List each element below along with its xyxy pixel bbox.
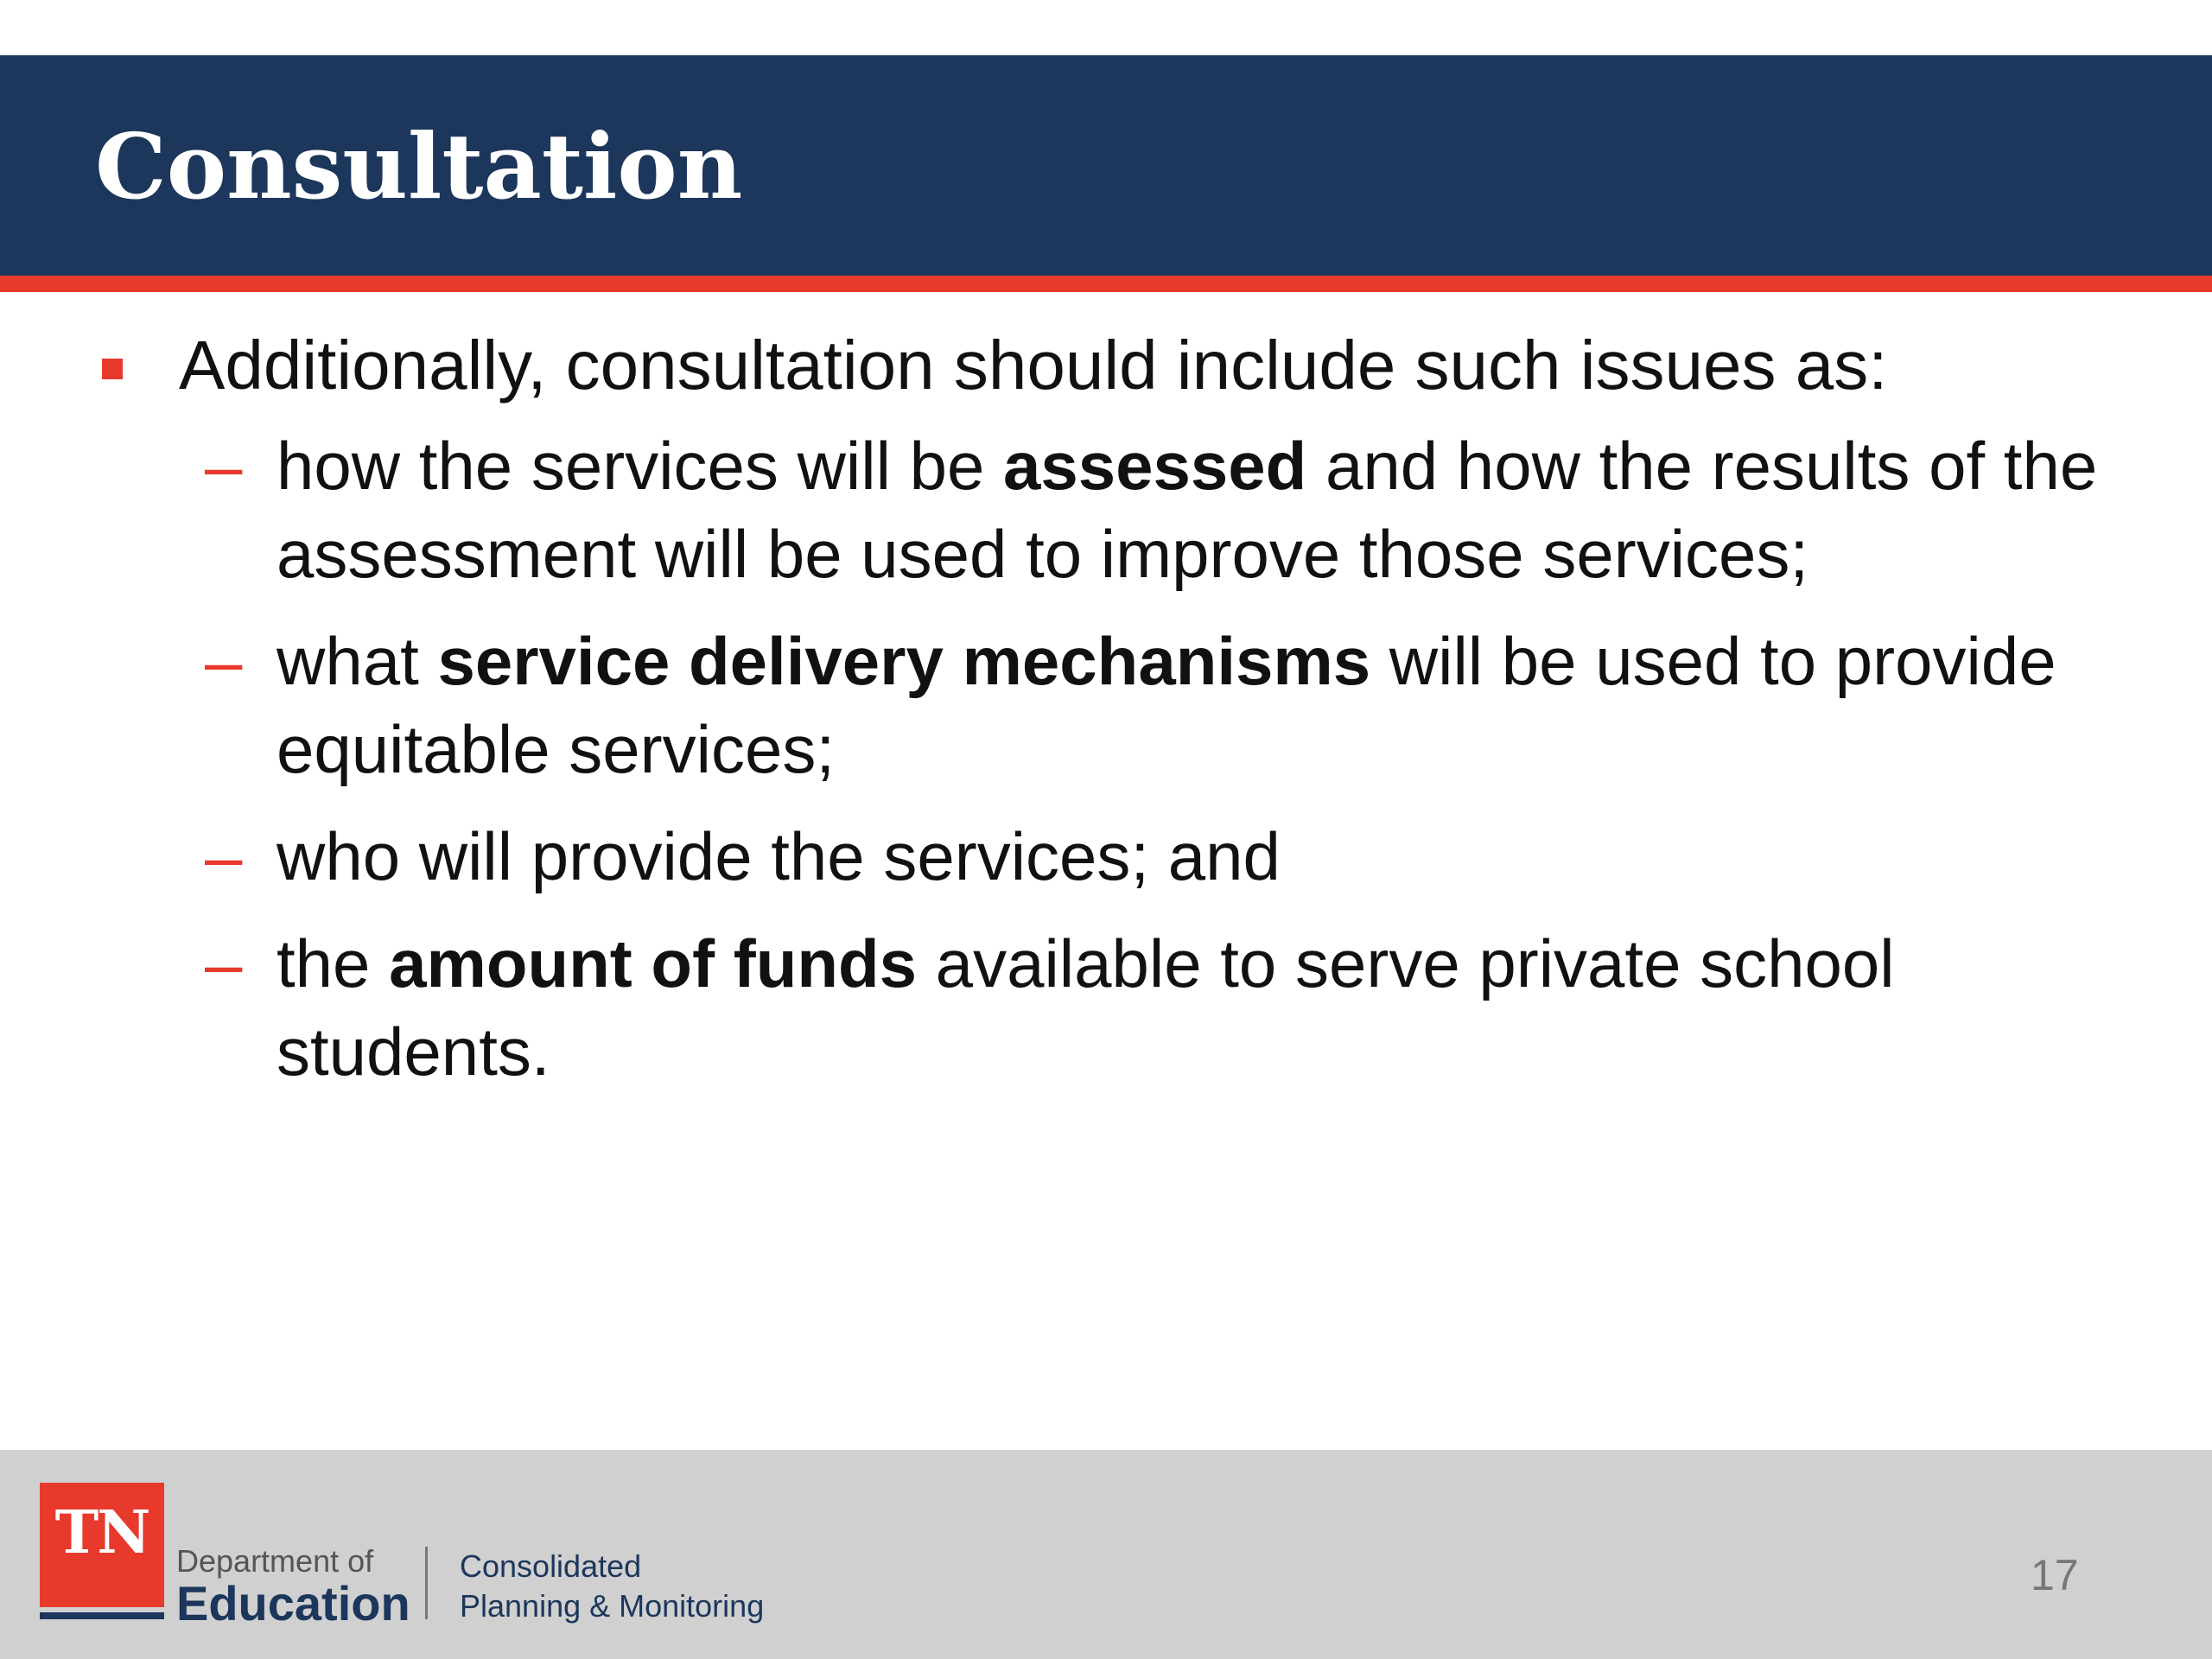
sub-bullet-text: the — [276, 925, 390, 1001]
sub-bullet-list — [0, 422, 2212, 1096]
sub-bullet-text: how the services will be — [276, 428, 1004, 504]
slide-footer — [0, 1450, 2212, 1659]
sub-bullet-assessed — [0, 422, 2212, 598]
sub-bullet-providers — [0, 812, 2212, 900]
education-label: Education — [176, 1576, 410, 1630]
logo-underline — [40, 1612, 164, 1619]
division-label-line1: Consolidated — [460, 1548, 642, 1584]
sub-bullet-funds — [0, 919, 2212, 1096]
sub-bullet-bold-text: assessed — [1003, 428, 1307, 504]
square-bullet-icon — [102, 359, 123, 379]
dash-bullet-icon: – — [205, 623, 243, 699]
main-bullet — [0, 320, 2212, 411]
slide-content — [0, 320, 2212, 1115]
tn-logo-icon — [40, 1483, 164, 1607]
footer-divider — [425, 1547, 428, 1619]
department-label: Department of — [176, 1543, 374, 1579]
title-accent-stripe — [0, 276, 2212, 292]
dash-bullet-icon: – — [205, 925, 243, 1001]
sub-bullet-delivery — [0, 617, 2212, 793]
dash-bullet-icon: – — [205, 428, 243, 504]
sub-bullet-bold-text: service delivery mechanisms — [437, 623, 1371, 699]
slide-title: Consultation — [95, 113, 743, 219]
main-bullet-text: Additionally, consultation should include such issues as: — [179, 327, 1888, 404]
dash-bullet-icon: – — [205, 818, 243, 894]
tn-logo-text: TN — [54, 1498, 149, 1567]
sub-bullet-text: who will provide the services; and — [276, 818, 1281, 894]
sub-bullet-text: what — [276, 623, 438, 699]
sub-bullet-bold-text: amount of funds — [389, 925, 918, 1001]
sub-bullet-text: and how the results of the assessment will be used to improve those services; — [276, 428, 2098, 592]
division-label-line2: Planning & Monitoring — [460, 1588, 765, 1624]
sub-bullet-text: available to serve private school students. — [276, 925, 1895, 1090]
page-number: 17 — [2031, 1551, 2079, 1599]
sub-bullet-text: will be used to provide equitable services; — [276, 623, 2056, 787]
